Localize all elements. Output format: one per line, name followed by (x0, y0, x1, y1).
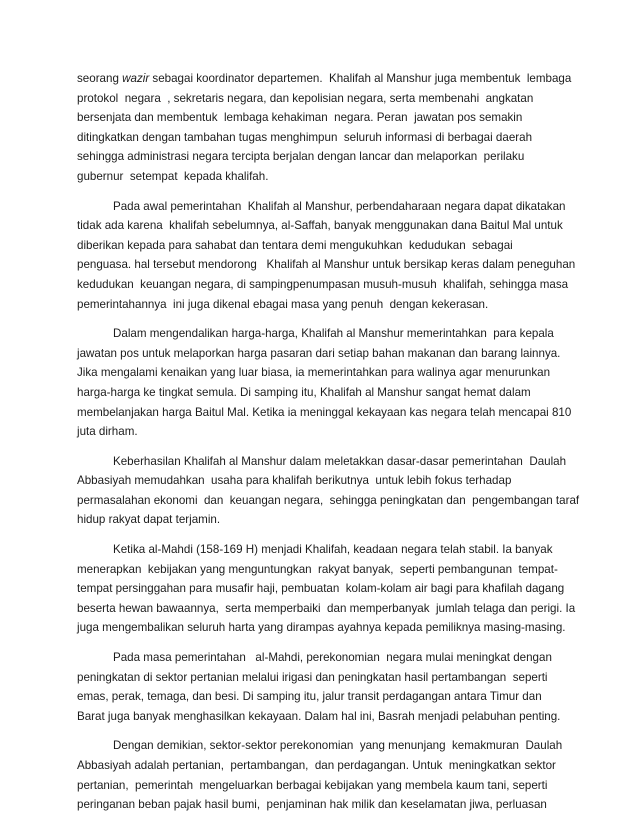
text-run: pertanian, pemerintah mengeluarkan berbagai kebijakan yang membela kaum tani, seperti (77, 778, 548, 792)
text-line (77, 452, 567, 472)
text-run: Pada awal pemerintahan Khalifah al Manshur, perbendaharaan negara dapat dikatakan (113, 199, 566, 213)
text-run: seorang (77, 72, 123, 85)
text-line (77, 89, 561, 109)
text-run: Pada masa pemerintahan al-Mahdi, perekonomian negara mulai meningkat dengan (113, 651, 552, 665)
text-line (77, 275, 569, 295)
text-line (77, 756, 561, 776)
text-run: membelanjakan harga Baitul Mal. Ketika ia meninggal kekayaan kas negara telah mencapai 810 (77, 405, 572, 419)
text-run: juga mengembalikan seluruh harta yang dirampas ayahnya kepada pemiliknya masing-masing. (77, 621, 566, 635)
italic-term: wazir (122, 72, 150, 85)
text-run: permasalahan ekonomi dan keuangan negara, sehingga peningkatan dan pengembangan taraf (77, 493, 580, 507)
text-run: jawatan pos untuk melaporkan harga pasaran dari setiap bahan makanan dan barang lainnya. (77, 346, 561, 360)
text-run: Dalam mengendalikan harga-harga, Khalifah al Manshur memerintahkan para kepala (113, 327, 554, 341)
text-run: sehingga administrasi negara tercipta berjalan dengan lancar dan melaporkan perilaku (77, 150, 525, 164)
text-line (77, 108, 561, 128)
text-line (77, 363, 561, 383)
text-line (77, 255, 576, 275)
paragraph (77, 324, 572, 442)
text-line (77, 295, 561, 315)
text-run: juta dirham. (77, 425, 138, 439)
text-run: protokol negara , sekretaris negara, dan kepolisian negara, serta membenahi angkatan (77, 91, 534, 105)
text-run: Keberhasilan Khalifah al Manshur dalam meletakkan dasar-dasar pemerintahan Daulah (113, 454, 567, 468)
text-run: tidak ada karena khalifah sebelumnya, al-Saffah, banyak menggunakan dana Baitul Mal untuk (77, 219, 563, 233)
text-run: diberikan kepada para sahabat dan tentara demi mengukuhkan kedudukan sebagai (77, 238, 513, 252)
text-run: bersenjata dan membentuk lembaga kehakiman negara. Peran jawatan pos semakin (77, 111, 523, 125)
text-run: emas, perak, temaga, dan besi. Di samping itu, jalur transit perdagangan antara Timur dan (77, 690, 542, 704)
text-run: menerapkan kebijakan yang menguntungkan rakyat banyak, seperti pembangunan tempat- (77, 562, 558, 576)
text-run: pemerintahannya ini juga dikenal ebagai masa yang penuh dengan kekerasan. (77, 297, 489, 311)
text-line (77, 69, 572, 89)
text-run: harga-harga ke tingkat semula. Di samping itu, Khalifah al Manshur sangat hemat dalam (77, 385, 531, 399)
text-line (77, 344, 561, 364)
paragraph (77, 452, 580, 530)
text-run: penguasa. hal tersebut mendorong Khalifah al Manshur untuk bersikap keras dalam peneguhan (77, 258, 576, 272)
text-run: Dengan demikian, sektor-sektor perekonomian yang menunjang kemakmuran Daulah (113, 739, 563, 753)
text-line (77, 668, 561, 688)
text-run: gubernur setempat kepada khalifah. (77, 169, 269, 183)
text-line (77, 128, 561, 148)
text-line (77, 599, 576, 619)
text-run: Jika mengalami kenaikan yang luar biasa, ia memerintahkan para walinya agar menurunkan (77, 366, 551, 380)
text-run: Abbasiyah memudahkan usaha para khalifah berikutnya untuk lebih fokus terhadap (77, 474, 512, 488)
text-run: sebagai koordinator departemen. Khalifah al Manshur juga membentuk lembaga (149, 72, 572, 85)
text-run: ditingkatkan dengan tambahan tugas menghimpun seluruh informasi di berbagai daerah (77, 130, 533, 144)
paragraph (77, 736, 561, 814)
text-run: Abbasiyah adalah pertanian, pertambangan, dan perdagangan. Untuk meningkatkan sektor (77, 759, 556, 772)
text-line (77, 471, 561, 491)
text-line (77, 324, 561, 344)
text-run: peningkatan di sektor pertanian melalui irigasi dan peningkatan hasil pertambangan seperti (77, 670, 548, 684)
paragraph (77, 69, 572, 187)
text-line (77, 560, 561, 580)
paragraph (77, 197, 576, 315)
document-body (77, 69, 580, 825)
text-line (77, 648, 561, 668)
text-line (77, 422, 561, 442)
text-line (77, 216, 561, 236)
text-line (77, 776, 561, 796)
paragraph (77, 648, 561, 726)
text-run: peringanan beban pajak hasil bumi, penjaminan hak milik dan keselamatan jiwa, perluasan (77, 798, 547, 812)
text-run: Ketika al-Mahdi (158-169 H) menjadi Khalifah, keadaan negara telah stabil. Ia banyak (113, 543, 553, 557)
text-run: Barat juga banyak menghasilkan kekayaan. Dalam hal ini, Basrah menjadi pelabuhan penting. (77, 709, 561, 723)
text-line (77, 510, 561, 530)
paragraph (77, 540, 576, 638)
text-line (77, 795, 561, 815)
text-run: beserta hewan bawaannya, serta memperbaiki dan memperbanyak jumlah telaga dan perigi. Ia (77, 601, 576, 615)
text-line (77, 147, 561, 167)
text-line (77, 540, 561, 560)
text-line (77, 491, 580, 511)
text-line (77, 687, 561, 707)
text-line (77, 167, 561, 187)
text-line (77, 403, 572, 423)
text-line (77, 579, 565, 599)
text-run: tempat persinggahan para musafir haji, pembuatan kolam-kolam air bagi para khafilah dagang (77, 582, 565, 596)
text-line (77, 707, 561, 727)
text-line (77, 618, 566, 638)
text-line (77, 383, 561, 403)
text-line (77, 736, 561, 756)
text-line (77, 236, 561, 256)
text-line (77, 197, 566, 217)
text-run: kedudukan keuangan negara, di sampingpenumpasan musuh-musuh khalifah, sehingga masa (77, 277, 569, 291)
text-run: hidup rakyat dapat terjamin. (77, 513, 221, 527)
